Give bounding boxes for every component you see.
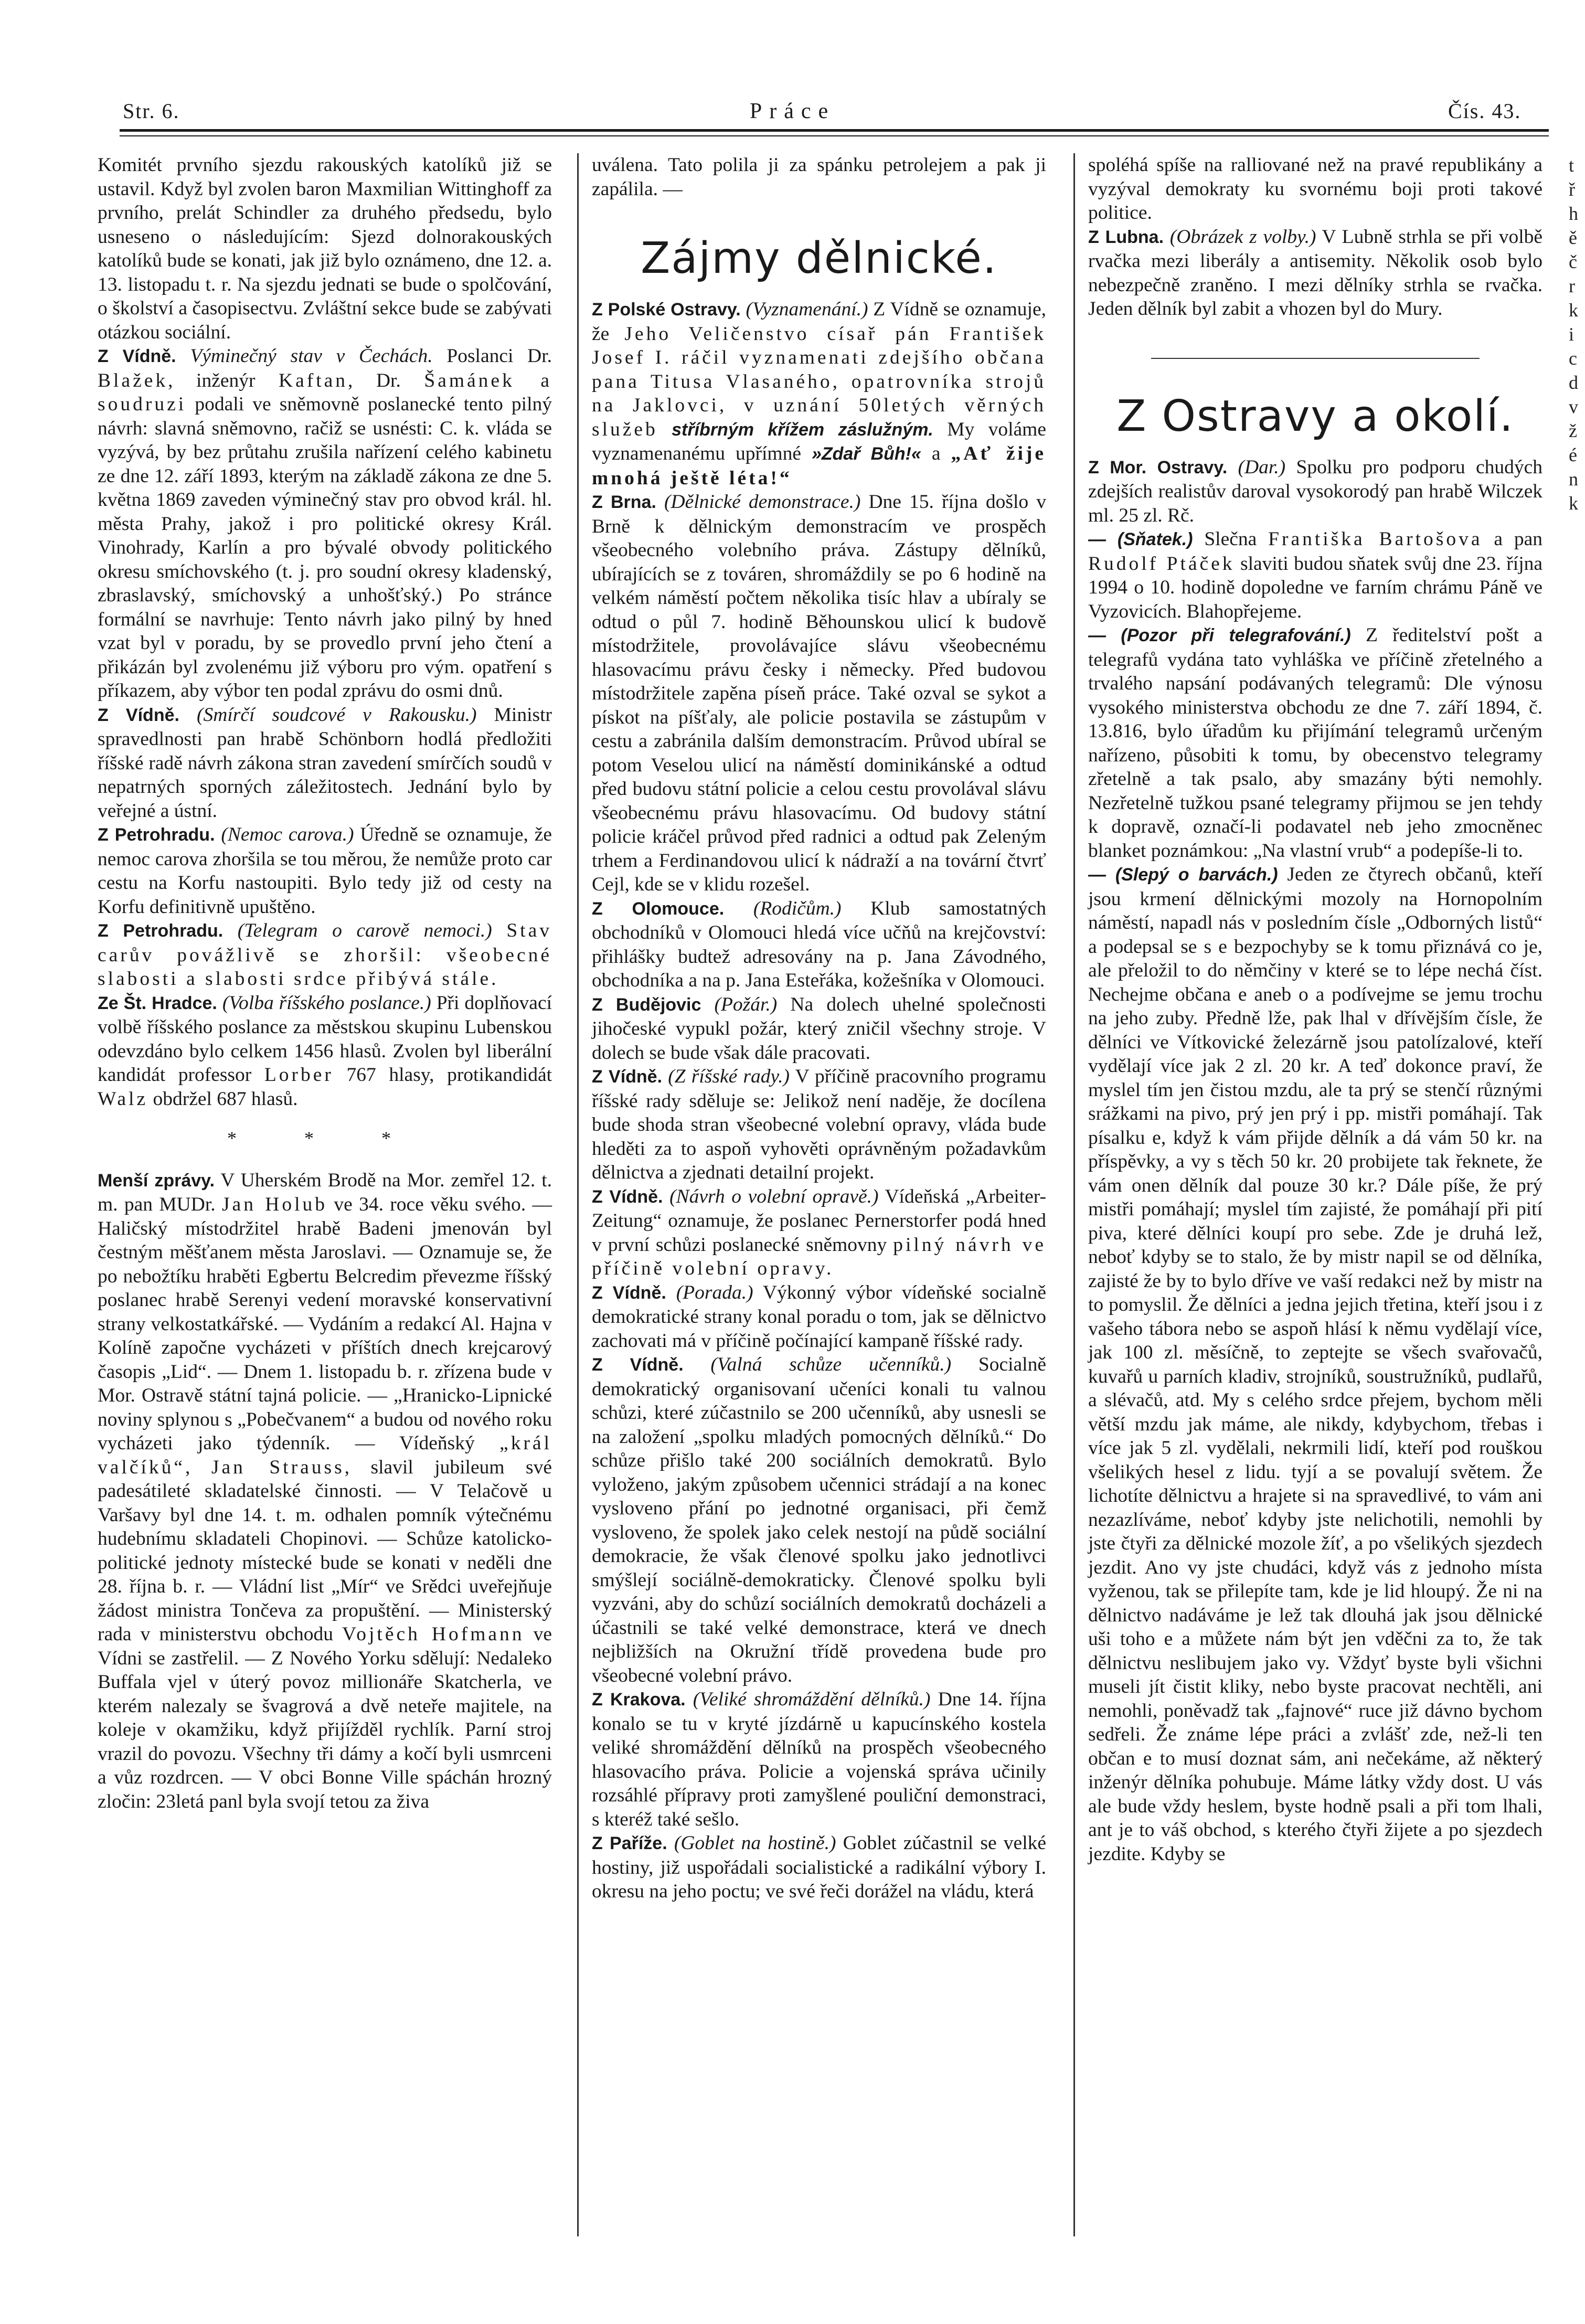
spaced-name: Rudolf Ptáček — [1088, 553, 1235, 575]
dateline: Z Budějovic — [592, 994, 701, 1015]
article-komitet: Komitét prvního sjezdu rakouských katolíků již se ustavil. Když byl zvolen baron Maxmilian Wittinghoff za prvního, prelát Schindler za druhého předsedu, bylo usneseno o následujícím: Sjezd dolnorakouských katolíků bude se konati, jak již bylo oznámeno, dne 12. a. 13. listopadu t. r. Na sjezdu jednati se bude o spolčování, o školství a časopisectvu. Zvláštní sekce bude se zabývati otázkou sociální. — [98, 154, 552, 343]
article-porada — [592, 1281, 1046, 1353]
margin-char: ř — [1569, 179, 1575, 200]
spaced-text: Jeho Veličenstvo císař pán František Josef I. ráčil vyznamenati zdejšího občana pana Titusa Vlasaného, opatrovníka strojů na Jaklovci, v uznání 50letých věrných služeb — [592, 323, 1047, 440]
body-text: ve Vídni se zastřelil. — Z Nového Yorku sdělují: Nedaleko Buffala vjel v úterý povoz millionáře Skatcherla, ve kterém nalezaly se švagrová a dvě neteře majitele, na koleje v okamžiku, když přijížděl rychlík. Parní stroj vrazil do povozu. Všechny tři dámy a kočí byli usmrceni a vůz rozdrcen. — V obci Bonne Ville spáchán hrozný zločin: 23letá panl byla svojí tetou za živa — [98, 1623, 552, 1812]
body-text: a — [931, 443, 941, 464]
margin-char: v — [1569, 396, 1578, 417]
body-text: V příčině pracovního programu říšské rady sděluje se: Jelikož není naděje, že docílena bude shoda stran všeobecné volební opravy, vláda bude hleděti za to aspoň vyhověti oprávněným požadavkům dělnictva a zjednati detailní projekt. — [592, 1066, 1047, 1183]
body-text: ve 34. roce věku svého. — Haličský místodržitel hrabě Badeni jmenován byl čestným měšťanem města Jaroslavi. — Oznamuje se, že po nebožtíku hraběti Egbertu Belcredim převezme říšský poslanec hrabě Serenyi vedení moravské konservativní strany velkostatkářské. — Vydáním a redakcí Al. Hajna v Kolíně započne vycházeti v příštích dnech krejcarový časopis „Lid“. — Dnem 1. listopadu b. r. zřízena bude v Mor. Ostravě státní tajná policie. — „Hranicko-Lipnické noviny splynou s „Pobečvanem“ a budou od nového roku vycházeti jako týdenník. — Vídeňský — [98, 1194, 552, 1454]
emphasis-text: stříbrným křížem záslužným. — [672, 419, 933, 440]
body-text: , — [185, 1456, 190, 1478]
article-pariz — [592, 1831, 1046, 1904]
body-text: Slečna — [1204, 528, 1257, 550]
header-rule-thick — [120, 129, 1549, 132]
article-title: (Porada.) — [676, 1281, 753, 1303]
article-krakov — [592, 1688, 1046, 1831]
body-text: Spolku pro podporu chudých zdejších realistův daroval vysokorodý pan hrabě Wilczek ml. 25 zl. Rč. — [1088, 456, 1543, 526]
dateline: Z Vídně. — [592, 1282, 666, 1303]
body-text: Stav carův povážlivě se zhoršil: všeobecné slabosti a slabosti srdce přibývá stále. — [98, 920, 552, 990]
article-continuation: spoléhá spíše na ralliované než na pravé republikány a vyzýval demokraty ku svornému boji proti takové politice. — [1088, 154, 1543, 224]
article-slepy-o-barvach — [1088, 863, 1543, 1866]
dateline: Z Petrohradu. — [98, 921, 224, 941]
margin-char: h — [1569, 203, 1578, 224]
article-title: (Dělnické demonstrace.) — [664, 491, 861, 513]
body-text: Výkonný výbor vídeňské socialně demokratické strany konal poradu o tom, jak se dělnictvo zachovati má v příčině počínající kampaně říšské rady. — [592, 1281, 1046, 1352]
article-vyznamenani — [592, 298, 1046, 490]
spaced-name: Vojtěch Hofmann — [342, 1623, 525, 1645]
spaced-name: Šamánek a soudruzi — [98, 369, 552, 415]
body-text: Dne 15. října došlo v Brně k dělnickým demonstracím ve prospěch všeobecného volebního práva. Zástupy dělníků, ubírajících se z továren, shromáždily se po 6 hodině na velkém náměstí počtem několika tisíc hlav a ubíraly se odtud o půl 7. hodině Běhounskou ulicí k budově místodržitele, provolávajíce slávu všeobecnému hlasovacímu právu česky i německy. Před budovou místodržitele zapěna píseň práce. Také ozval se sykot a pískot na píšťaly, ale policie postavila se zástupům v cestu a zabránila dalším demonstracím. Průvod ubíral se potom Veselou ulicí na náměstí dominikánské a odtud před budovu státní policie a celou cestu provolával slávu všeobecnému právu hlasovacímu. Od budovy státní policie kráčel průvod před radnici a odtud pak Zeleným trhem a Ferdinandovou ulicí k nádraží a na tovární čtvrť Cejl, kde se v klidu rozešel. — [592, 491, 1047, 895]
spaced-text: pilný návrh ve příčině volební opravy. — [592, 1234, 1046, 1279]
article-pozar — [592, 993, 1046, 1065]
body-text: Při doplňovací volbě říšského poslance za městskou skupinu Lubenskou odevzdáno bylo celkem 1456 hlasů. Zvolen byl liberální kandidát professor — [98, 992, 552, 1086]
spaced-name: „král valčíků“ — [98, 1432, 552, 1478]
body-text: Vídeňská „Arbeiter-Zeitung“ oznamuje, že poslanec Pernerstorfer podá hned v první schůzi poslanecké sněmovny — [592, 1185, 1047, 1256]
article-mensi-zpravy — [98, 1169, 552, 1814]
article-title: (Požár.) — [714, 993, 778, 1015]
article-title: (Nemoc carova.) — [221, 824, 354, 845]
body-text: Poslanci Dr. — [446, 345, 552, 367]
article-volba-poslance — [98, 991, 552, 1111]
spaced-name: Walz — [98, 1088, 148, 1110]
body-text: 767 hlasy, protikandidát — [346, 1064, 552, 1086]
article-title: (Z říšské rady.) — [668, 1066, 790, 1087]
spaced-name: Kaftan — [279, 369, 348, 391]
column-divider-2 — [1073, 153, 1075, 2236]
section-heading-zajmy-delnicke: Zájmy dělnické. — [641, 234, 997, 283]
spaced-name: Jan Strauss — [211, 1456, 345, 1478]
dateline: Z Paříže. — [592, 1833, 667, 1853]
margin-char: k — [1569, 300, 1578, 321]
body-text: Z Vídně se oznamuje, že — [592, 299, 1046, 345]
body-text: slaviti budou sňatek svůj dne 23. října 1994 o 10. hodině dopoledne ve farním chrámu Páně ve Vyzovicích. Blahopřejeme. — [1088, 553, 1543, 622]
dateline: Z Krakova. — [592, 1690, 686, 1710]
margin-char: ž — [1569, 420, 1577, 441]
body-text: V Lubně strhla se při volbě rvačka mezi liberály a antisemity. Několik osob bylo nebezpečně zraněno. I mezi dělníky strhla se rvačka. Jeden dělník byl zabit a vhozen byl do Mury. — [1088, 226, 1543, 320]
margin-char: é — [1569, 444, 1577, 465]
article-title: (Valná schůze učenníků.) — [710, 1354, 952, 1375]
article-title: (Telegram o carově nemoci.) — [237, 920, 492, 941]
dateline: Z Vídně. — [98, 705, 179, 725]
body-text: Z ředitelství pošt a telegrafů vydána tato vyhláška ve příčině zřetelného a trvalého napsání podávaných telegramů: Dle výnosu vysokého ministerstva obchodu ze dne 7. září 1894, č. 13.816, bylo úřadům ku přijímání telegramů určeným nařízeno, působiti k tomu, by obecenstvo telegramy zřetelně a tak psalo, aby smazány býti nemohly. Nezřetelně tužkou psané telegramy přijmou se jen tehdy k dopravě, označí-li podavatel neb jeho zmocněnec blanket poznámkou: „Na vlastní vrub“ a podepíše-li to. — [1088, 624, 1543, 862]
article-title: (Goblet na hostině.) — [674, 1832, 836, 1854]
article-nemoc-carova — [98, 823, 552, 919]
body-text: podali ve sněmovně poslanecké tento pilný návrh: slavná sněmovno, račiž se usnésti: C. k. vláda se vyzývá, by bez průtahu zrušila nařízení celého kabinetu ze dne 12. září 1893, kterým na základě zákona ze dne 5. května 1869 zaveden výminečný stav pro obvod král. hl. města Prahy, jakož i pro politické okresy Král. Vinohrady, Karlín a pro bývalé obvody politického okresu smíchovského (t. j. pro soudní okresy kladenský, zbraslavský, smíchovský a unhošťský.) Po stránce formální se navrhuje: Tento návrh jako pilný by hned vzat byl v poradu, by se provedlo první jeho čtení a přikázán byl zvolenému již výboru pro vým. opatření s příkazem, aby výbor ten podal zprávu do osmi dnů. — [98, 394, 552, 702]
article-title: Výminečný stav v Čechách. — [190, 345, 433, 367]
dateline: Z Olomouce. — [592, 898, 725, 919]
body-text: obdržel 687 hlasů. — [153, 1088, 298, 1110]
dateline: Z Vídně. — [592, 1067, 663, 1087]
spaced-name: Františka Bartošova — [1268, 528, 1483, 550]
dateline: Z Brna. — [592, 492, 656, 512]
body-text: Goblet zúčastnil se velké hostiny, již uspořádali socialistické a radikální výbory I. okresu na jeho poctu; ve své řeči dorážel na vládu, která — [592, 1832, 1047, 1902]
article-title: (Veliké shromáždění dělníků.) — [693, 1689, 931, 1710]
article-snatek — [1088, 527, 1543, 623]
body-text: Dne 14. října konalo se tu v kryté jízdárně u kapucínského kostela veliké shromáždění dělníků na prospěch všeobecného hlasovacího práva. Policie a vojenská správa učinily rozsáhlé přípravy proti zamyšlené pouliční demonstraci, s kteréž také sešlo. — [592, 1689, 1047, 1830]
column-3 — [1088, 153, 1543, 1866]
body-text: Na dolech uhelné společnosti jihočeské vypukl požár, který zničil všechny stroje. V dolech se bude však dále pracovati. — [592, 993, 1047, 1064]
article-lubno — [1088, 225, 1543, 321]
body-text: V Uherském Brodě na Mor. zemřel 12. t. m. pan MUDr. — [98, 1169, 552, 1215]
margin-char: d — [1569, 372, 1578, 393]
dateline: Z Petrohradu. — [98, 825, 215, 845]
body-text: , inženýr — [168, 369, 256, 391]
article-continuation: uválena. Tato polila ji za spánku petrolejem a pak ji zapálila. — — [592, 154, 1046, 200]
column-divider-1 — [577, 153, 579, 2236]
body-text: , Dr. — [348, 369, 401, 391]
emphasis-text: „Ať žije mnohá ještě léta!“ — [592, 443, 1047, 489]
issue-number: Čís. 43. — [1448, 99, 1522, 123]
page-number: Str. 6. — [123, 99, 180, 123]
article-risska-rada — [592, 1065, 1046, 1185]
spaced-name: Lorber — [264, 1064, 334, 1086]
emphasis-text: »Zdař Bůh!« — [811, 444, 921, 464]
article-title: (Smírčí soudcové v Rakousku.) — [197, 704, 477, 726]
body-text: Úředně se oznamuje, že nemoc carova zhoršila se tou měrou, že nemůže proto car cestu na Korfu nastoupiti. Bylo tedy již od cesty na Korfu definitivně upuštěno. — [98, 824, 552, 918]
body-text: , slavil jubileum své padesátileté skladatelské činnosti. — V Telačově u Varšavy byl dne 14. t. m. odhalen pomník výtečnému hudebnímu skladateli Chopinovi. — Schůze katolicko-politické jednoty místecké bude se konati v neděli dne 28. října b. r. — Vládní list „Mír“ ve Srědci uveřejňuje žádost ministra Tončeva za propuštění. — Ministerský rada v ministerstvu obchodu — [98, 1456, 552, 1645]
article-telegram — [98, 919, 552, 991]
margin-char: k — [1569, 493, 1578, 514]
column-1 — [98, 153, 552, 1813]
margin-char: t — [1569, 155, 1575, 176]
dateline: Z Polské Ostravy. — [592, 300, 741, 320]
body-text: a pan — [1494, 528, 1543, 550]
dateline: Z Mor. Ostravy. — [1088, 457, 1228, 477]
article-title: (Vyznamenání.) — [746, 299, 868, 320]
article-valna-schuze — [592, 1353, 1046, 1688]
margin-char: r — [1569, 275, 1575, 296]
margin-char: c — [1569, 348, 1577, 369]
article-title: (Rodičům.) — [753, 897, 842, 919]
body-text: My voláme vyznamenanému upřímné — [592, 418, 1046, 464]
margin-char: n — [1569, 469, 1578, 490]
article-title: — (Pozor při telegrafování.) — [1088, 625, 1351, 645]
spaced-name: Jan Holub — [221, 1194, 328, 1215]
section-separator-stars: * * * — [227, 1128, 422, 1149]
section-heading-z-ostravy: Z Ostravy a okolí. — [1116, 391, 1514, 441]
article-volebni-oprava — [592, 1185, 1046, 1281]
article-title: (Návrh o volební opravě.) — [669, 1185, 879, 1207]
body-text: Jeden ze čtyrech občanů, kteří jsou krmení dělnickými mozoly na Hornopolním náměstí, napadl nás v posledním čísle „Odborných listů“ a podepsal se s e bezpochyby se k tomu přiznává co je, ale přeložil to do němčiny v které se to lépe nechá číst. Nechejme občana e aneb o a podívejme se jemu trochu na jeho zuby. Předně lže, pak lhal v dřívějším čísle, že dělníci ve Vítkovické železárně jsou patolízalové, kteří vydělají více jak 2 zl. 20 kr. A teď dokonce praví, že myslel tím jen čistou mzdu, ale ta prý se stenčí různými srážkami na pivo, prý jen prý i pp. mistři pomáhají. Tak písalku e, když k vám přijde dělník a dá vám 50 kr. na příspěvky, a vy s těch 50 kr. 20 probijete tak řeknete, že vám onen dělník dal pouze 30 kr.? Dále píše, že prý mistři pomáhají; myslel tím zajisté, že pomáhají při pití piva, které dělníci koupí pro sebe. Zde je druhá lež, neboť kdyby se to stalo, že by mistr napil se od dělníka, zajisté že by to bylo dříve ve vaší redakci než by mistr na to pomyslil. Že dělníci a jedna jejich třetina, kteří jsou i z vašeho tábora nebo se aspoň hlásí k němu vydělají více, jak 100 zl. měsíčně, to zeptejte se všech svařovačů, kuvařů u parních kladiv, strojníků, soustružníků, pudlařů, a slévačů, atd. My s celého srdce přejem, bychom měli větší mzdu jak máme, ale nikdy, kdybychom, třebas i více jak 5 zl. vydělali, nekrmili lidí, kteří pod rouškou všelikých hesel z lidu. tyjí a se povalují světem. Že lichotíte dělnictvu a hrajete si na spravedlivé, to vám ani nezazlíváme, neboť kdyby jste nelichotili, nemohli by jste čtyři za dělnické mozole žíť, a po všelikých sjezdech jezdit. Ano vy jste chudáci, když vás z jednoho místa vyženou, tak se přilepíte tam, kde je lid hloupý. Že ni na dělnictvo nadáváme je lež tak dlouhá jak jsou dělnické uši toho e a můžete nám být jen vděčni za to, že tak dělnictvu neslibujem jako vy. Vždyť byste byli všichni museli jít čistit kliky, nebo byste pracovat nechtěli, ani nemohli, poněvadž tak „fajnové“ ruce již dávno bychom sedřeli. Že známe lépe práci a zvlášť zde, než-li ten občan e to musí doznat sám, ani nečekáme, až některý inženýr dělníka pohubuje. Máme látky vždy dost. U vás ale bude vždy heslem, byste hodně psali a při tom lhali, ant je to váš obchod, s kterého čtyři žijete a po sjezdech jezdite. Kdyby se — [1088, 864, 1543, 1865]
article-title: (Volba říšského poslance.) — [222, 992, 431, 1014]
article-vyminecny-stav — [98, 344, 552, 703]
body-text: Ministr spravedlnosti pan hrabě Schönborn hodlá předložiti říšské radě návrh zákona stran zavedení smírčích soudů v nepatrných sporných záležitostech. Jednání bylo by veřejné a ústní. — [98, 704, 552, 822]
spaced-name: Blažek — [98, 369, 168, 391]
article-title: — (Sňatek.) — [1088, 529, 1193, 549]
dateline: Z Vídně. — [98, 346, 176, 366]
article-dar — [1088, 455, 1543, 528]
article-demonstrace — [592, 490, 1046, 897]
article-smirci-soudcove — [98, 703, 552, 823]
dateline: Z Lubna. — [1088, 227, 1164, 247]
article-title: (Obrázek z volby.) — [1169, 226, 1316, 248]
article-rodicum — [592, 897, 1046, 993]
margin-char: ě — [1569, 227, 1577, 248]
cropped-margin-text — [1569, 153, 1585, 515]
dateline: Z Vídně. — [592, 1355, 684, 1375]
dateline: Menší zprávy. — [98, 1170, 215, 1191]
article-title: (Dar.) — [1238, 456, 1286, 478]
section-divider — [1151, 358, 1480, 359]
dateline: Ze Št. Hradce. — [98, 993, 217, 1013]
article-telegrafovani — [1088, 623, 1543, 863]
margin-char: č — [1569, 251, 1577, 272]
dateline: Z Vídně. — [592, 1186, 663, 1207]
column-2 — [592, 153, 1046, 1904]
body-text: Socialně demokratický organisovaní učeníci konali tu valnou schůzi, které zúčastnilo se 200 učenníků, aby usnesli se na založení „spolku mladých pomocných dělníků.“ Do schůze přišlo také 200 sociálních demokratů. Bylo vyloženo, jakým způsobem učennici strádají a na konec vysloveno přání po jednotné organisaci, při čemž vysloveno, že spolek jako celek nestojí na půdě sociální demokracie, že však členové spolku jako jednotlivci smýšlejí sociálně-demokraticky. Členové spolku byli vyzváni, aby do schůzí sociálních demokratů docházeli a účastnili se také velké demonstrace, která ve dnech nejbližších na Okružní třídě provedena bude pro všeobecné volební právo. — [592, 1354, 1046, 1686]
margin-char: i — [1569, 324, 1575, 345]
masthead-title: Práce — [749, 99, 836, 123]
header-rule-thin — [120, 135, 1549, 136]
body-text: Klub samostatných obchodníků v Olomouci hledá více učňů na krejčovství: přihlášky budtež adresovány na p. Jana Závodného, obchodníka a na p. Jana Esteřáka, kožešníka v Olomouci. — [592, 897, 1046, 991]
article-title: — (Slepý o barvách.) — [1088, 865, 1278, 885]
